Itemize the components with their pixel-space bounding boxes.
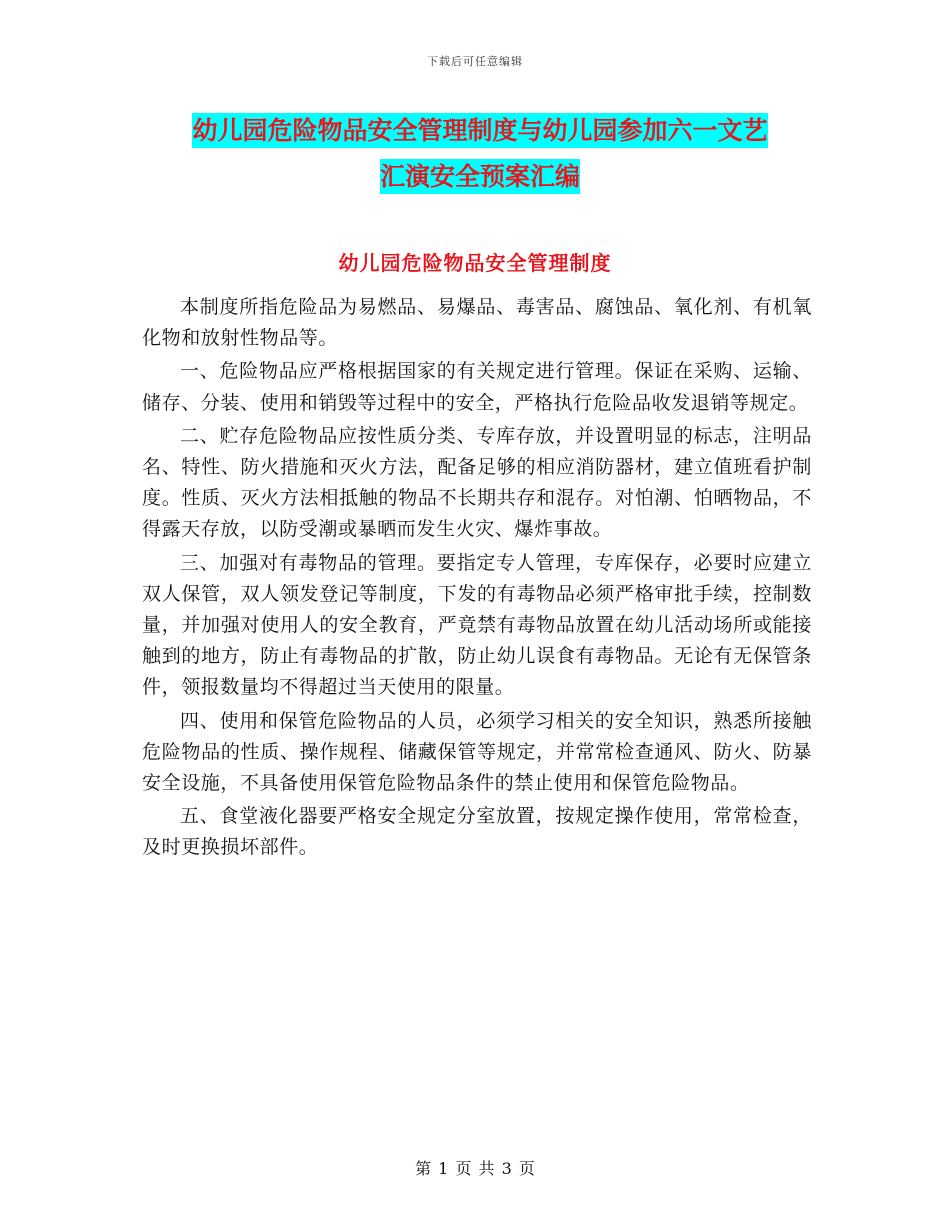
section-title: 幼儿园危险物品安全管理制度 (338, 251, 612, 275)
paragraph-rule-4: 四、使用和保管危险物品的人员，必须学习相关的安全知识，熟悉所接触危险物品的性质、操作规程、储藏保管等规定，并常常检查通风、防火、防暴安全设施，不具备使用保管危险物品条件的禁止使用和保管危险物品。 (142, 709, 812, 795)
document-title-line-2: 汇演安全预案汇编 (380, 159, 580, 194)
paragraph-rule-2: 二、贮存危险物品应按性质分类、专库存放，并设置明显的标志，注明品名、特性、防火措施和灭火方法，配备足够的相应消防器材，建立值班看护制度。性质、灭火方法相抵触的物品不长期共存和混存。对怕潮、怕晒物品，不得露天存放，以防受潮或暴晒而发生火灾、爆炸事故。 (142, 424, 812, 541)
paragraph-intro: 本制度所指危险品为易燃品、易爆品、毒害品、腐蚀品、氧化剂、有机氧化物和放射性物品等。 (142, 296, 812, 350)
page-number-footer: 第 1 页 共 3 页 (415, 1159, 535, 1178)
paragraph-rule-5: 五、食堂液化器要严格安全规定分室放置，按规定操作使用，常常检查，及时更换损坏部件。 (142, 805, 812, 859)
document-body (142, 292, 812, 866)
page-header-note: 下载后可任意编辑 (427, 55, 523, 68)
document-title (150, 108, 810, 200)
document-title-line-1: 幼儿园危险物品安全管理制度与幼儿园参加六一文艺 (192, 113, 767, 148)
paragraph-rule-1: 一、危险物品应严格根据国家的有关规定进行管理。保证在采购、运输、储存、分装、使用和销毁等过程中的安全，严格执行危险品收发退销等规定。 (142, 360, 812, 414)
paragraph-rule-3: 三、加强对有毒物品的管理。要指定专人管理，专库保存，必要时应建立双人保管，双人领发登记等制度，下发的有毒物品必须严格审批手续，控制数量，并加强对使用人的安全教育，严竟禁有毒物品放置在幼儿活动场所或能接触到的地方，防止有毒物品的扩散，防止幼儿误食有毒物品。无论有无保管条件，领报数量均不得超过当天使用的限量。 (142, 551, 812, 699)
